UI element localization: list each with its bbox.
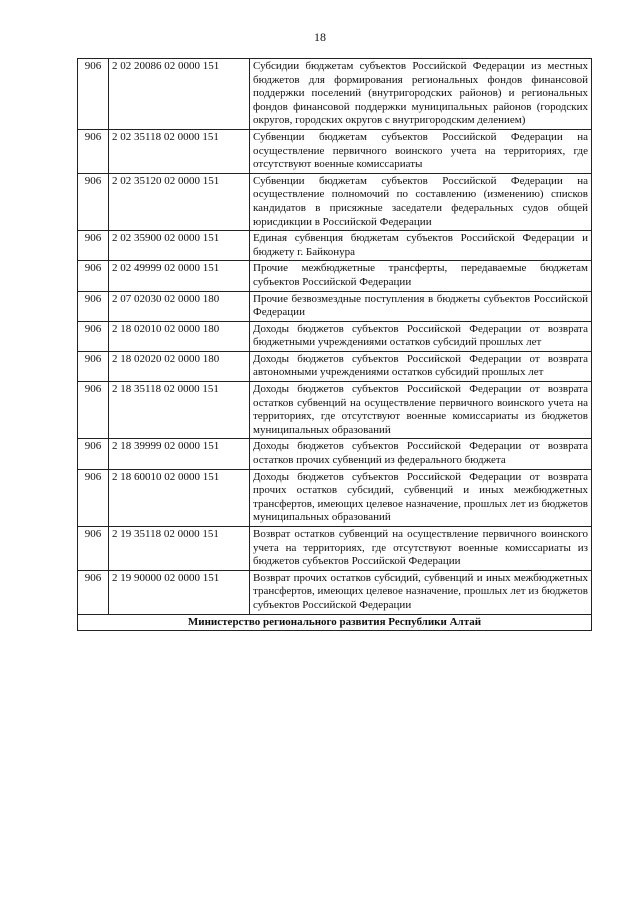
- page-number: 18: [314, 30, 326, 44]
- revenue-name-cell: Доходы бюджетов субъектов Российской Федерации от возврата бюджетными учреждениями остатков субсидий прошлых лет: [250, 321, 592, 351]
- revenue-name-cell: Субвенции бюджетам субъектов Российской Федерации на осуществление первичного воинского учета на территориях, где отсутствуют военные комиссариаты: [250, 129, 592, 173]
- revenue-code-cell: 2 07 02030 02 0000 180: [109, 291, 250, 321]
- revenue-name-cell: Прочие межбюджетные трансферты, передаваемые бюджетам субъектов Российской Федерации: [250, 261, 592, 291]
- table-body: [78, 59, 592, 615]
- table-row: [78, 129, 592, 173]
- ministry-heading-row: [78, 614, 592, 631]
- revenue-name-cell: Возврат остатков субвенций на осуществление первичного воинского учета на территориях, где отсутствуют военные комиссариаты из бюджетов субъектов Российской Федерации: [250, 527, 592, 571]
- table-row: [78, 59, 592, 130]
- table-row: [78, 173, 592, 230]
- revenue-code-cell: 2 02 35900 02 0000 151: [109, 231, 250, 261]
- revenue-code-cell: 2 19 35118 02 0000 151: [109, 527, 250, 571]
- admin-code-cell: 906: [78, 291, 109, 321]
- revenue-code-cell: 2 18 02020 02 0000 180: [109, 351, 250, 381]
- revenue-code-cell: 2 18 02010 02 0000 180: [109, 321, 250, 351]
- admin-code-cell: 906: [78, 59, 109, 130]
- table-row: [78, 261, 592, 291]
- revenue-name-cell: Доходы бюджетов субъектов Российской Федерации от возврата остатков субвенций на осуществление первичного воинского учета на территориях, где отсутствуют военные комиссариаты из бюджетов муниципальных образований: [250, 382, 592, 439]
- admin-code-cell: 906: [78, 570, 109, 614]
- revenue-code-cell: 2 18 39999 02 0000 151: [109, 439, 250, 469]
- revenue-name-cell: Прочие безвозмездные поступления в бюджеты субъектов Российской Федерации: [250, 291, 592, 321]
- revenue-name-cell: Субвенции бюджетам субъектов Российской Федерации на осуществление полномочий по составлению (изменению) списков кандидатов в присяжные заседатели федеральных судов общей юрисдикции в Российской Федерации: [250, 173, 592, 230]
- table-row: [78, 351, 592, 381]
- revenue-name-cell: Доходы бюджетов субъектов Российской Федерации от возврата прочих остатков субсидий, субвенций и иных межбюджетных трансфертов, имеющих целевое назначение, прошлых лет из бюджетов муниципальных образований: [250, 469, 592, 526]
- admin-code-cell: 906: [78, 382, 109, 439]
- revenue-name-cell: Субсидии бюджетам субъектов Российской Федерации из местных бюджетов для формирования региональных фондов финансовой поддержки поселений (внутригородских районов) и региональных фондов финансовой поддержки муниципальных районов (городских округов, городских округов с внутригородским делением): [250, 59, 592, 130]
- table-row: [78, 382, 592, 439]
- table-row: [78, 439, 592, 469]
- admin-code-cell: 906: [78, 439, 109, 469]
- revenue-name-cell: Возврат прочих остатков субсидий, субвенций и иных межбюджетных трансфертов, имеющих целевое назначение, прошлых лет из бюджетов субъектов Российской Федерации: [250, 570, 592, 614]
- revenue-name-cell: Доходы бюджетов субъектов Российской Федерации от возврата остатков прочих субвенций из федерального бюджета: [250, 439, 592, 469]
- revenue-code-cell: 2 02 49999 02 0000 151: [109, 261, 250, 291]
- table-row: [78, 570, 592, 614]
- admin-code-cell: 906: [78, 321, 109, 351]
- admin-code-cell: 906: [78, 469, 109, 526]
- revenue-code-cell: 2 18 35118 02 0000 151: [109, 382, 250, 439]
- admin-code-cell: 906: [78, 261, 109, 291]
- admin-code-cell: 906: [78, 129, 109, 173]
- admin-code-cell: 906: [78, 231, 109, 261]
- revenue-name-cell: Единая субвенция бюджетам субъектов Российской Федерации и бюджету г. Байконура: [250, 231, 592, 261]
- table-row: [78, 231, 592, 261]
- admin-code-cell: 906: [78, 527, 109, 571]
- revenue-code-cell: 2 18 60010 02 0000 151: [109, 469, 250, 526]
- table-row: [78, 469, 592, 526]
- revenue-code-cell: 2 02 20086 02 0000 151: [109, 59, 250, 130]
- table-row: [78, 291, 592, 321]
- revenue-code-cell: 2 02 35120 02 0000 151: [109, 173, 250, 230]
- revenue-code-cell: 2 02 35118 02 0000 151: [109, 129, 250, 173]
- revenue-codes-table: [77, 58, 592, 631]
- table-row: [78, 527, 592, 571]
- admin-code-cell: 906: [78, 173, 109, 230]
- revenue-name-cell: Доходы бюджетов субъектов Российской Федерации от возврата автономными учреждениями остатков субсидий прошлых лет: [250, 351, 592, 381]
- table-row: [78, 321, 592, 351]
- revenue-code-cell: 2 19 90000 02 0000 151: [109, 570, 250, 614]
- ministry-heading: Министерство регионального развития Республики Алтай: [78, 614, 592, 631]
- admin-code-cell: 906: [78, 351, 109, 381]
